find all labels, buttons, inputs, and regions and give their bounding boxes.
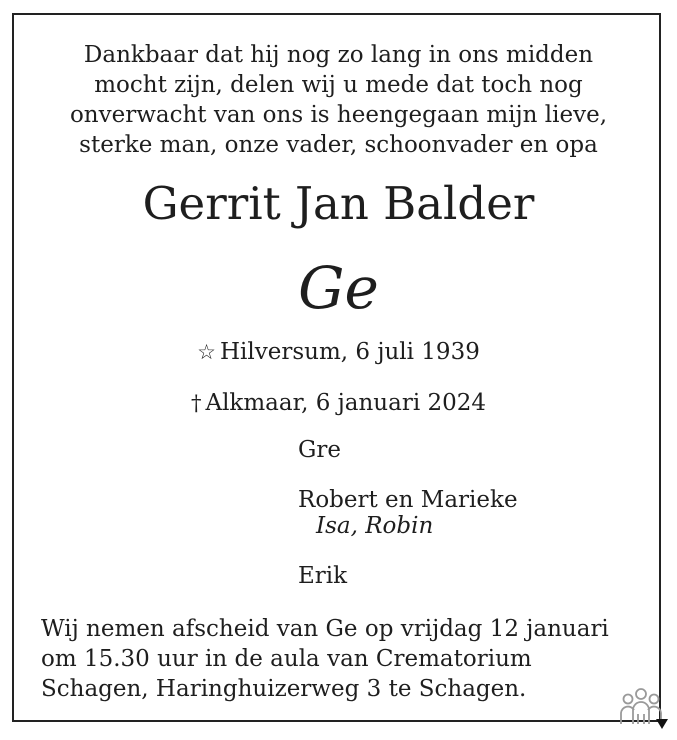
deceased-name: Gerrit Jan Balder bbox=[142, 177, 535, 230]
farewell-line: Wij nemen afscheid van Ge op vrijdag 12 januari bbox=[41, 616, 609, 642]
intro-line: onverwacht van ons is heengegaan mijn lieve, bbox=[69, 102, 608, 128]
death-line bbox=[0, 387, 677, 419]
triangle-down-icon[interactable] bbox=[655, 717, 669, 731]
intro-line: mocht zijn, delen wij u mede dat toch nog bbox=[94, 72, 583, 98]
intro-line: Dankbaar dat hij nog zo lang in ons midden bbox=[83, 42, 594, 68]
intro-line: sterke man, onze vader, schoonvader en opa bbox=[79, 132, 598, 158]
family-child: Erik bbox=[298, 563, 348, 589]
family-grandchildren: Isa, Robin bbox=[316, 513, 434, 539]
birth-line bbox=[0, 336, 677, 368]
cross-icon: † bbox=[190, 391, 202, 415]
family-spouse: Gre bbox=[298, 437, 341, 463]
star-icon: ☆ bbox=[197, 340, 216, 364]
farewell-line: Schagen, Haringhuizerweg 3 te Schagen. bbox=[41, 676, 527, 702]
deceased-nickname: Ge bbox=[298, 254, 379, 322]
birth-text: Hilversum, 6 juli 1939 bbox=[219, 339, 480, 365]
intro-text bbox=[0, 40, 677, 160]
farewell-line: om 15.30 uur in de aula van Crematorium bbox=[41, 646, 532, 672]
family-child: Robert en Marieke bbox=[298, 487, 518, 513]
farewell-text bbox=[41, 614, 609, 704]
death-text: Alkmaar, 6 januari 2024 bbox=[205, 390, 487, 416]
